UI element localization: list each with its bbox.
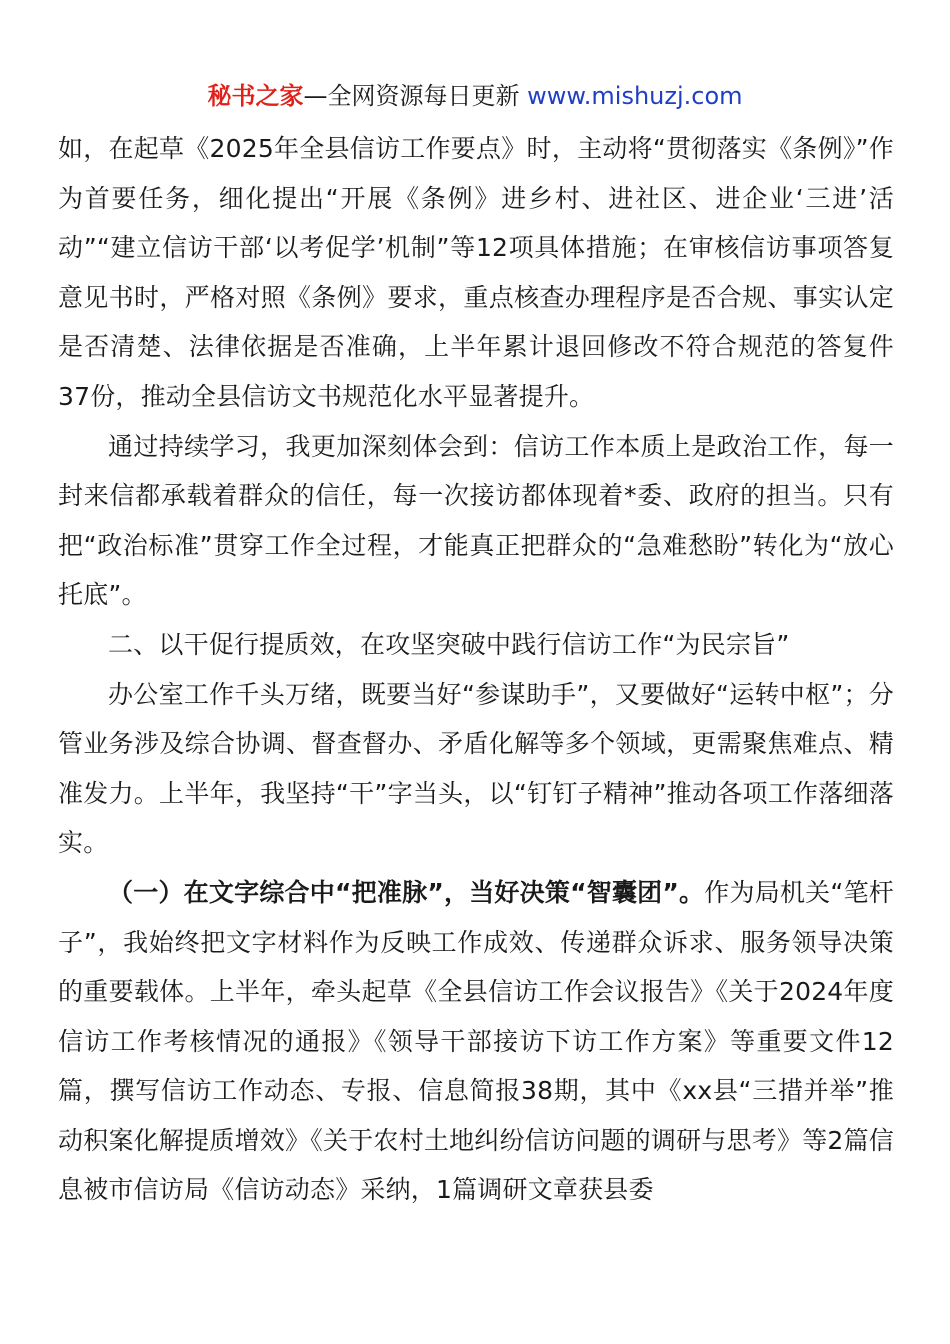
paragraph-office-work: 办公室工作千头万绪，既要当好“参谋助手”，又要做好“运转中枢”；分管业务涉及综合协调、督查督办、矛盾化解等多个领域，更需聚焦难点、精准发力。上半年，我坚持“干”字当头，以“钉钉子精神”推动各项工作落细落实。 xyxy=(58,679,894,858)
paragraph-continuation: 如，在起草《2025年全县信访工作要点》时，主动将“贯彻落实《条例》”作为首要任务，细化提出“开展《条例》进乡村、进社区、进企业‘三进’活动”“建立信访干部‘以考促学’机制”等12项具体措施；在审核信访事项答复意见书时，严格对照《条例》要求，重点核查办理程序是否合规、事实认定是否清楚、法律依据是否准确，上半年累计退回修改不符合规范的答复件37份，推动全县信访文书规范化水平显著提升。 xyxy=(58,134,894,411)
section-heading: 二、以干促行提质效，在攻坚突破中践行信访工作“为民宗旨” xyxy=(108,629,790,659)
paragraph-writing-work xyxy=(58,868,894,1215)
site-brand: 秘书之家 xyxy=(207,82,304,110)
site-header xyxy=(0,80,950,112)
site-tagline: —全网资源每日更新 xyxy=(303,82,528,110)
subsection-text: 作为局机关“笔杆子”，我始终把文字材料作为反映工作成效、传递群众诉求、服务领导决策的重要载体。上半年，牵头起草《全县信访工作会议报告》《关于2024年度信访工作考核情况的通报》《领导干部接访下访工作方案》等重要文件12篇，撰写信访工作动态、专报、信息简报38期，其中《xx县“三措并举”推动积案化解提质增效》《关于农村土地纠纷信访问题的调研与思考》等2篇信息被市信访局《信访动态》采纳，1篇调研文章获县委 xyxy=(58,877,894,1205)
subsection-heading: （一）在文字综合中“把准脉”，当好决策“智囊团”。 xyxy=(108,877,705,907)
site-url-link[interactable]: www.mishuzj.com xyxy=(527,82,743,110)
paragraph-reflection: 通过持续学习，我更加深刻体会到：信访工作本质上是政治工作，每一封来信都承载着群众的信任，每一次接访都体现着*委、政府的担当。只有把“政治标准”贯穿工作全过程，才能真正把群众的“急难愁盼”转化为“放心托底”。 xyxy=(58,431,894,610)
document-body xyxy=(58,124,894,1215)
